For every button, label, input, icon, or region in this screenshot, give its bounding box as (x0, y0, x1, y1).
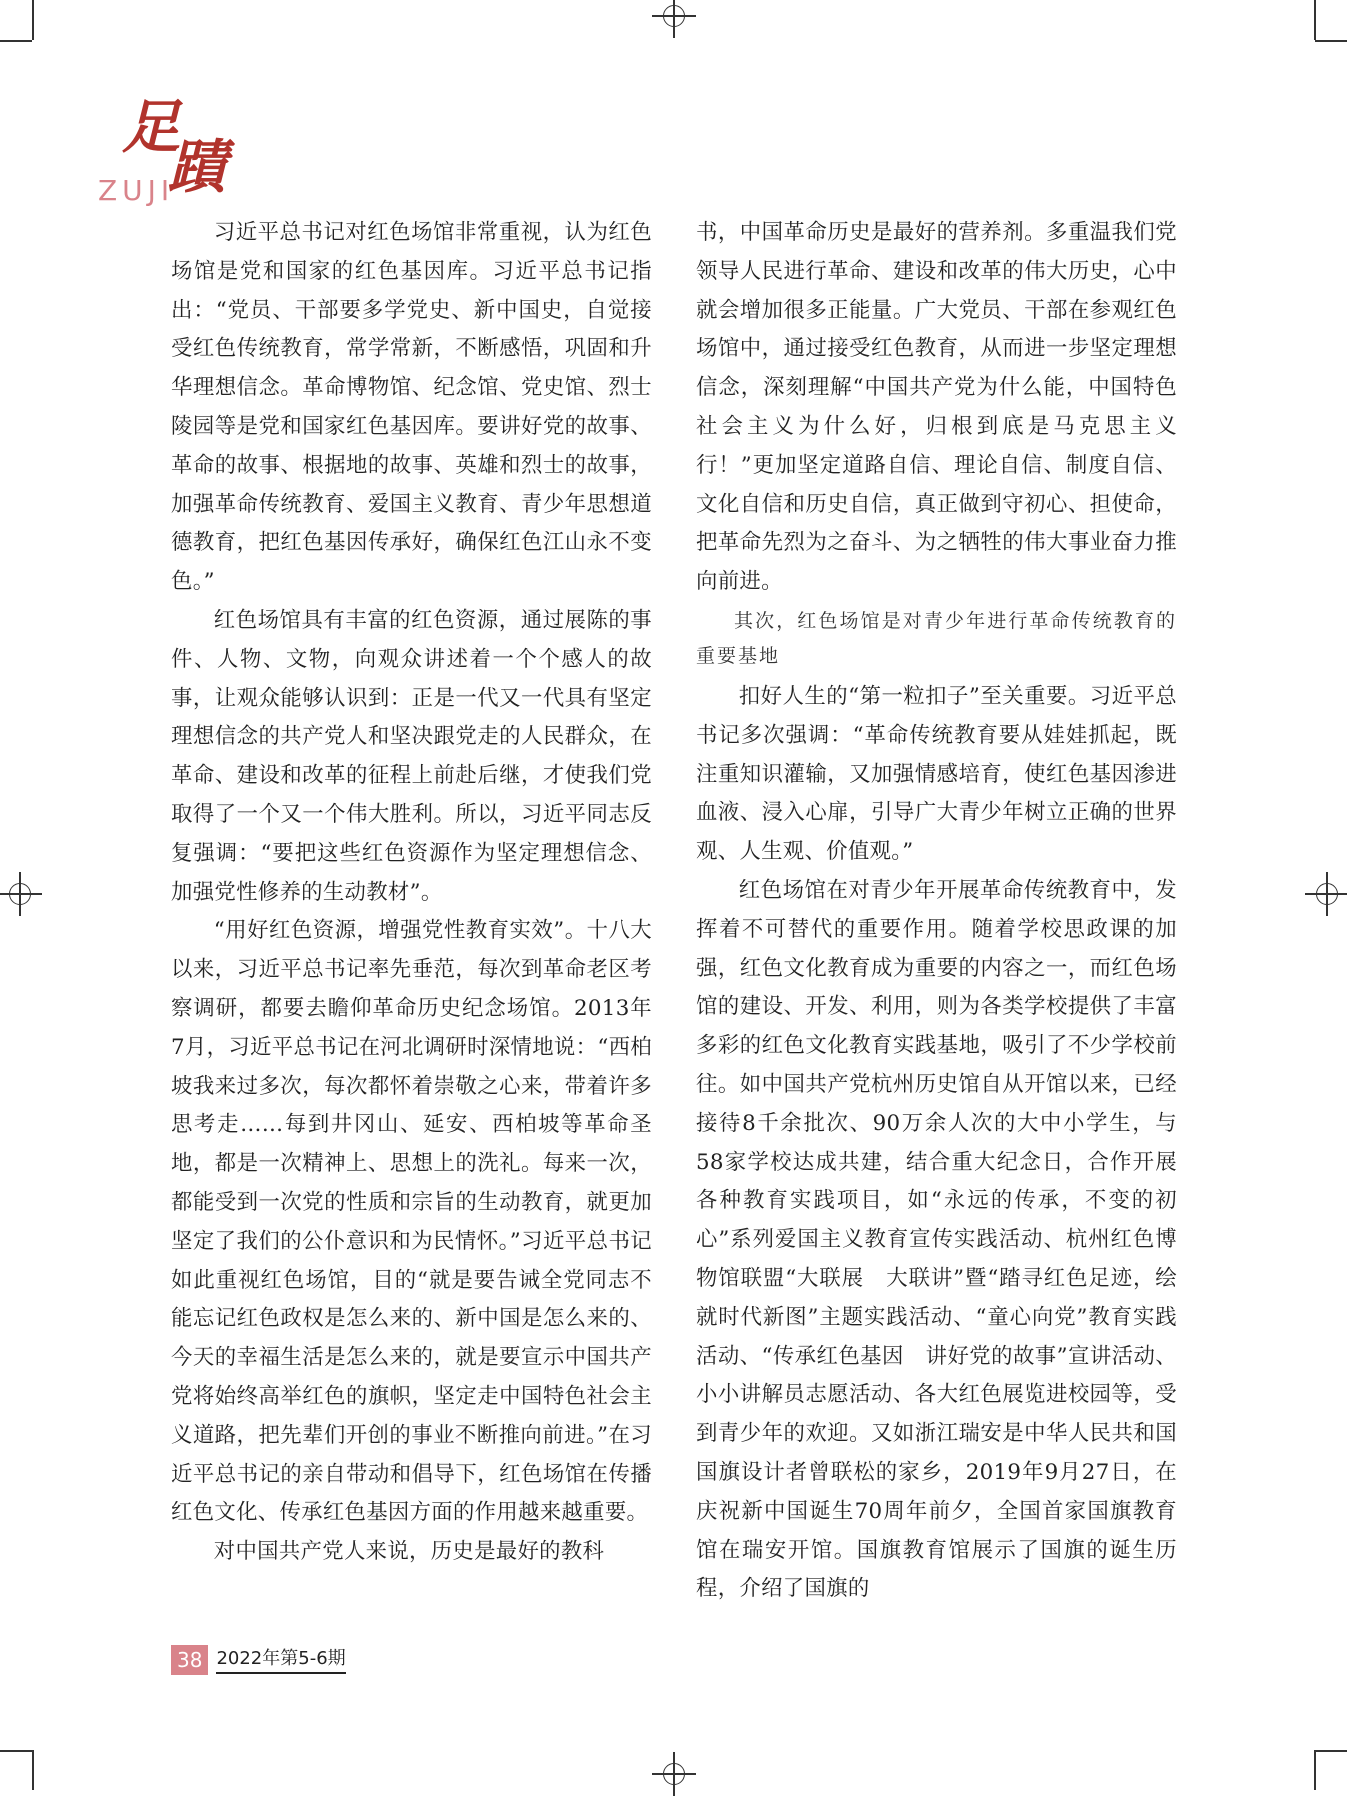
registration-mark-icon (0, 872, 42, 916)
paragraph: “用好红色资源，增强党性教育实效”。十八大以来，习近平总书记率先垂范，每次到革命老区考察调研，都要去瞻仰革命历史纪念场馆。2013年7月，习近平总书记在河北调研时深情地说：“西柏坡我来过多次，每次都怀着崇敬之心来，带着许多思考走……每到井冈山、延安、西柏坡等革命圣地，都是一次精神上、思想上的洗礼。每来一次，都能受到一次党的性质和宗旨的生动教育，就更加坚定了我们的公仆意识和为民情怀。”习近平总书记如此重视红色场馆，目的“就是要告诫全党同志不能忘记红色政权是怎么来的、新中国是怎么来的、今天的幸福生活是怎么来的，就是要宣示中国共产党将始终高举红色的旗帜，坚定走中国特色社会主义道路，把先辈们开创的事业不断推向前进。”在习近平总书记的亲自带动和倡导下，红色场馆在传播红色文化、传承红色基因方面的作用越来越重要。 (171, 918, 652, 1526)
issue-label: 2022年第5-6期 (216, 1646, 345, 1674)
crop-mark (0, 40, 32, 42)
paragraph: 扣好人生的“第一粒扣子”至关重要。习近平总书记多次强调：“革命传统教育要从娃娃抓起，既注重知识灌输，又加强情感培育，使红色基因渗进血液、浸入心扉，引导广大青少年树立正确的世界观、人生观、价值观。” (696, 683, 1177, 865)
crop-mark (1315, 40, 1347, 42)
paragraph: 对中国共产党人来说，历史是最好的教科 (213, 1539, 605, 1565)
crop-mark (1314, 0, 1316, 40)
crop-mark (1315, 1750, 1347, 1752)
crop-mark (0, 1750, 32, 1752)
crop-mark (1314, 1750, 1316, 1790)
page-number: 38 (171, 1645, 208, 1675)
logo-char-2: 蹟 (168, 133, 227, 201)
page-footer (171, 1644, 346, 1676)
crop-mark (32, 0, 34, 40)
registration-mark-icon (1305, 872, 1347, 916)
crop-mark (32, 1750, 34, 1790)
paragraph: 红色场馆在对青少年开展革命传统教育中，发挥着不可替代的重要作用。随着学校思政课的加强，红色文化教育成为重要的内容之一，而红色场馆的建设、开发、利用，则为各类学校提供了丰富多彩的红色文化教育实践基地，吸引了不少学校前往。如中国共产党杭州历史馆自从开馆以来，已经接待8千余批次、90万余人次的大中小学生，与58家学校达成共建，结合重大纪念日，合作开展各种教育实践项目，如“永远的传承，不变的初心”系列爱国主义教育宣传实践活动、杭州红色博物馆联盟“大联展 大联讲”暨“踏寻红色足迹，绘就时代新图”主题实践活动、“童心向党”教育实践活动、“传承红色基因 讲好党的故事”宣讲活动、小小讲解员志愿活动、各大红色展览进校园等，受到青少年的欢迎。又如浙江瑞安是中华人民共和国国旗设计者曾联松的家乡，2019年9月27日，在庆祝新中国诞生70周年前夕，全国首家国旗教育馆在瑞安开馆。国旗教育馆展示了国旗的诞生历程，介绍了国旗的 (696, 877, 1177, 1602)
paragraph: 红色场馆具有丰富的红色资源，通过展陈的事件、人物、文物，向观众讲述着一个个感人的故事，让观众能够认识到：正是一代又一代具有坚定理想信念的共产党人和坚决跟党走的人民群众，在革命、建设和改革的征程上前赴后继，才使我们党取得了一个又一个伟大胜利。所以，习近平同志反复强调：“要把这些红色资源作为坚定理想信念、加强党性修养的生动教材”。 (171, 607, 652, 905)
paragraph-continued: 书，中国革命历史是最好的营养剂。多重温我们党领导人民进行革命、建设和改革的伟大历史，心中就会增加很多正能量。广大党员、干部在参观红色场馆中，通过接受红色教育，从而进一步坚定理想信念，深刻理解“中国共产党为什么能，中国特色社会主义为什么好，归根到底是马克思主义行！”更加坚定道路自信、理论自信、制度自信、文化自信和历史自信，真正做到守初心、担使命，把革命先烈为之奋斗、为之牺牲的伟大事业奋力推向前进。 (696, 220, 1177, 595)
left-column (171, 214, 652, 1572)
registration-mark-icon (652, 0, 696, 38)
logo-char-1: 足 (122, 93, 181, 161)
subheading: 其次，红色场馆是对青少年进行革命传统教育的重要基地 (696, 609, 1177, 667)
logo-latin: ZUJI (98, 174, 175, 207)
right-column (696, 214, 1177, 1609)
paragraph: 习近平总书记对红色场馆非常重视，认为红色场馆是党和国家的红色基因库。习近平总书记指出：“党员、干部要多学党史、新中国史，自觉接受红色传统教育，常学常新，不断感悟，巩固和升华理想信念。革命博物馆、纪念馆、党史馆、烈士陵园等是党和国家红色基因库。要讲好党的故事、革命的故事、根据地的故事、英雄和烈士的故事，加强革命传统教育、爱国主义教育、青少年思想道德教育，把红色基因传承好，确保红色江山永不变色。” (171, 220, 652, 595)
registration-mark-icon (652, 1752, 696, 1796)
section-logo (98, 93, 238, 208)
